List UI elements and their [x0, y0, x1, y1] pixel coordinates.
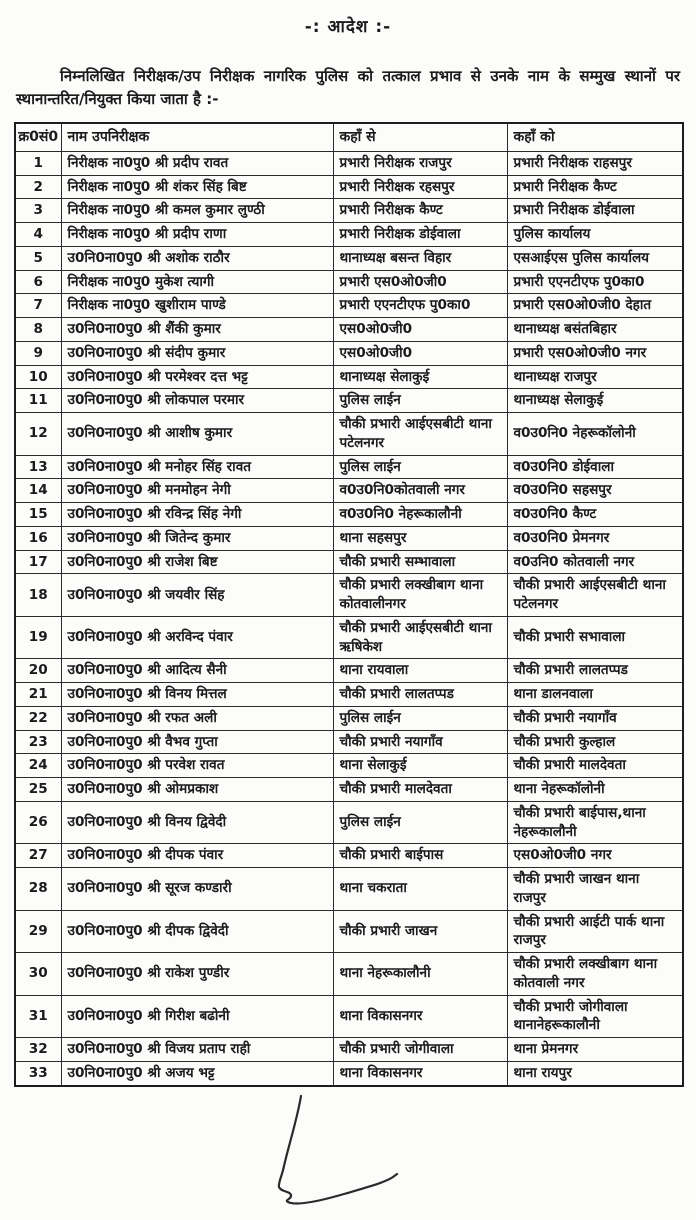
table-row [15, 778, 683, 802]
cell-to: थानाध्यक्ष सेलाकुई [507, 389, 683, 413]
cell-serial-number: 32 [15, 1038, 61, 1062]
cell-name: उ0नि0ना0पु0 श्री विनय मित्तल [61, 683, 333, 707]
cell-to: चौकी प्रभारी मालदेवता [507, 754, 683, 778]
cell-name: उ0नि0ना0पु0 श्री विजय प्रताप राही [61, 1038, 333, 1062]
cell-to: एसआईएस पुलिस कार्यालय [507, 246, 683, 270]
cell-from: थाना सेलाकुई [333, 754, 507, 778]
cell-name: निरीक्षक ना0पु0 श्री कमल कुमार लुण्ठी [61, 199, 333, 223]
table-row [15, 503, 683, 527]
cell-serial-number: 29 [15, 910, 61, 953]
cell-name: निरीक्षक ना0पु0 मुकेश त्यागी [61, 270, 333, 294]
table-row [15, 526, 683, 550]
cell-from: चौकी प्रभारी आईएसबीटी थाना पटेलनगर [333, 413, 507, 456]
table-row [15, 574, 683, 617]
cell-serial-number: 11 [15, 389, 61, 413]
cell-name: निरीक्षक ना0पु0 श्री प्रदीप रावत [61, 151, 333, 175]
cell-name: उ0नि0ना0पु0 श्री दीपक पंवार [61, 844, 333, 868]
cell-from: व0उ0नि0 नेहरूकालौनी [333, 503, 507, 527]
cell-from: पुलिस लाईन [333, 706, 507, 730]
cell-from: थाना नेहरूकालौनी [333, 953, 507, 996]
cell-name: उ0नि0ना0पु0 श्री मनोहर सिंह रावत [61, 455, 333, 479]
cell-to: प्रभारी निरीक्षक कैण्ट [507, 175, 683, 199]
table-row [15, 706, 683, 730]
cell-serial-number: 9 [15, 341, 61, 365]
cell-from: थाना सहसपुर [333, 526, 507, 550]
cell-to: चौकी प्रभारी आईएसबीटी थाना पटेलनगर [507, 574, 683, 617]
cell-from: प्रभारी निरीक्षक डोईवाला [333, 223, 507, 247]
table-row [15, 341, 683, 365]
cell-to: चौकी प्रभारी आईटी पार्क थाना राजपुर [507, 910, 683, 953]
cell-from: थानाध्यक्ष सेलाकुई [333, 365, 507, 389]
cell-to: थानाध्यक्ष बसंतबिहार [507, 318, 683, 342]
cell-to: चौकी प्रभारी सभावाला [507, 616, 683, 659]
table-row [15, 616, 683, 659]
cell-serial-number: 27 [15, 844, 61, 868]
cell-name: निरीक्षक ना0पु0 श्री प्रदीप राणा [61, 223, 333, 247]
cell-from: चौकी प्रभारी लक्खीबाग थाना कोतवालीनगर [333, 574, 507, 617]
cell-serial-number: 23 [15, 730, 61, 754]
cell-name: उ0नि0ना0पु0 श्री वैभव गुप्ता [61, 730, 333, 754]
table-row [15, 1038, 683, 1062]
cell-to: प्रभारी निरीक्षक डोईवाला [507, 199, 683, 223]
table-row [15, 953, 683, 996]
cell-to: व0उ0नि0 सहसपुर [507, 479, 683, 503]
cell-from: थाना विकासनगर [333, 1061, 507, 1085]
cell-serial-number: 10 [15, 365, 61, 389]
cell-name: उ0नि0ना0पु0 श्री जयवीर सिंह [61, 574, 333, 617]
cell-serial-number: 19 [15, 616, 61, 659]
cell-from: चौकी प्रभारी मालदेवता [333, 778, 507, 802]
table-row [15, 413, 683, 456]
cell-from: चौकी प्रभारी जोगीवाला [333, 1038, 507, 1062]
cell-name: उ0नि0ना0पु0 श्री परमेश्वर दत्त भट्ट [61, 365, 333, 389]
cell-to: चौकी प्रभारी लक्खीबाग थाना कोतवाली नगर [507, 953, 683, 996]
cell-from: पुलिस लाईन [333, 389, 507, 413]
table-row [15, 175, 683, 199]
table-row [15, 683, 683, 707]
cell-from: व0उ0नि0कोतवाली नगर [333, 479, 507, 503]
cell-to: थानाध्यक्ष राजपुर [507, 365, 683, 389]
cell-name: उ0नि0ना0पु0 श्री ओमप्रकाश [61, 778, 333, 802]
signature-scribble [238, 1092, 418, 1217]
cell-serial-number: 18 [15, 574, 61, 617]
table-row [15, 479, 683, 503]
cell-from: पुलिस लाईन [333, 455, 507, 479]
header-from: कहाँ से [333, 123, 507, 152]
cell-name: उ0नि0ना0पु0 श्री आशीष कुमार [61, 413, 333, 456]
cell-name: उ0नि0ना0पु0 श्री परवेश रावत [61, 754, 333, 778]
page-title: -: आदेश :- [304, 17, 392, 37]
cell-to: व0उनि0 कोतवाली नगर [507, 550, 683, 574]
cell-name: उ0नि0ना0पु0 श्री अशोक राठौर [61, 246, 333, 270]
table-row [15, 754, 683, 778]
cell-to: थाना प्रेमनगर [507, 1038, 683, 1062]
table-row [15, 246, 683, 270]
cell-name: उ0नि0ना0पु0 श्री अजय भट्ट [61, 1061, 333, 1085]
transfer-table-body [15, 151, 683, 1085]
cell-serial-number: 4 [15, 223, 61, 247]
cell-name: उ0नि0ना0पु0 श्री राकेश पुण्डीर [61, 953, 333, 996]
cell-name: उ0नि0ना0पु0 श्री विनय द्विवेदी [61, 801, 333, 844]
cell-to: व0उ0नि0 कैण्ट [507, 503, 683, 527]
cell-from: चौकी प्रभारी सम्भावाला [333, 550, 507, 574]
cell-name: उ0नि0ना0पु0 श्री संदीप कुमार [61, 341, 333, 365]
cell-serial-number: 26 [15, 801, 61, 844]
cell-from: चौकी प्रभारी लालतप्पड [333, 683, 507, 707]
cell-serial-number: 22 [15, 706, 61, 730]
cell-from: चौकी प्रभारी आईएसबीटी थाना ऋषिकेश [333, 616, 507, 659]
cell-from: चौकी प्रभारी जाखन [333, 910, 507, 953]
transfer-table [14, 122, 684, 1087]
table-row [15, 318, 683, 342]
cell-to: पुलिस कार्यालय [507, 223, 683, 247]
table-row [15, 910, 683, 953]
cell-to: चौकी प्रभारी बाईपास,थाना नेहरूकालौनी [507, 801, 683, 844]
cell-serial-number: 17 [15, 550, 61, 574]
table-row [15, 223, 683, 247]
cell-to: चौकी प्रभारी जोगीवाला थानानेहरूकालौनी [507, 995, 683, 1038]
cell-to: चौकी प्रभारी कुल्हाल [507, 730, 683, 754]
cell-to: एस0ओ0जी0 नगर [507, 844, 683, 868]
cell-name: उ0नि0ना0पु0 श्री अरविन्द पंवार [61, 616, 333, 659]
cell-name: उ0नि0ना0पु0 श्री सूरज कण्डारी [61, 868, 333, 911]
table-row [15, 270, 683, 294]
cell-serial-number: 1 [15, 151, 61, 175]
cell-serial-number: 12 [15, 413, 61, 456]
cell-name: उ0नि0ना0पु0 श्री रफत अली [61, 706, 333, 730]
table-row [15, 550, 683, 574]
cell-name: उ0नि0ना0पु0 श्री आदित्य सैनी [61, 659, 333, 683]
cell-from: एस0ओ0जी0 [333, 341, 507, 365]
table-header-row [15, 123, 683, 152]
cell-to: प्रभारी एस0ओ0जी0 नगर [507, 341, 683, 365]
cell-from: चौकी प्रभारी बाईपास [333, 844, 507, 868]
intro-paragraph: निम्नलिखित निरीक्षक/उप निरीक्षक नागरिक पुलिस को तत्काल प्रभाव से उनके नाम के सम्मुख स्थानों पर स्थानान्तरित/नियुक्त किया जाता है :- [16, 67, 680, 109]
cell-serial-number: 7 [15, 294, 61, 318]
header-name: नाम उपनिरीक्षक [61, 123, 333, 152]
cell-from: प्रभारी निरीक्षक रहसपुर [333, 175, 507, 199]
cell-name: उ0नि0ना0पु0 श्री दीपक द्विवेदी [61, 910, 333, 953]
table-row [15, 995, 683, 1038]
cell-to: प्रभारी एस0ओ0जी0 देहात [507, 294, 683, 318]
cell-from: प्रभारी एस0ओ0जी0 [333, 270, 507, 294]
table-row [15, 659, 683, 683]
table-row [15, 844, 683, 868]
cell-serial-number: 8 [15, 318, 61, 342]
table-row [15, 389, 683, 413]
cell-serial-number: 33 [15, 1061, 61, 1085]
cell-name: उ0नि0ना0पु0 श्री जितेन्द कुमार [61, 526, 333, 550]
table-row [15, 455, 683, 479]
table-row [15, 365, 683, 389]
header-to: कहाँ को [507, 123, 683, 152]
cell-serial-number: 20 [15, 659, 61, 683]
cell-name: निरीक्षक ना0पु0 श्री शंकर सिंह बिष्ट [61, 175, 333, 199]
cell-to: थाना डालनवाला [507, 683, 683, 707]
cell-from: थाना चकराता [333, 868, 507, 911]
cell-serial-number: 6 [15, 270, 61, 294]
cell-serial-number: 21 [15, 683, 61, 707]
cell-to: थाना नेहरूकॉलोनी [507, 778, 683, 802]
table-row [15, 294, 683, 318]
cell-serial-number: 30 [15, 953, 61, 996]
table-row [15, 151, 683, 175]
cell-to: प्रभारी निरीक्षक राहसपुर [507, 151, 683, 175]
cell-from: थाना विकासनगर [333, 995, 507, 1038]
table-row [15, 801, 683, 844]
cell-to: व0उ0नि0 प्रेमनगर [507, 526, 683, 550]
cell-serial-number: 15 [15, 503, 61, 527]
header-serial-number: क्र0सं0 [15, 123, 61, 152]
cell-serial-number: 5 [15, 246, 61, 270]
cell-to: चौकी प्रभारी नयागाँव [507, 706, 683, 730]
cell-serial-number: 14 [15, 479, 61, 503]
cell-name: उ0नि0ना0पु0 श्री राजेश बिष्ट [61, 550, 333, 574]
cell-name: उ0नि0ना0पु0 श्री गिरीश बढोनी [61, 995, 333, 1038]
cell-serial-number: 13 [15, 455, 61, 479]
cell-name: उ0नि0ना0पु0 श्री शैंकी कुमार [61, 318, 333, 342]
cell-from: चौकी प्रभारी नयागाँव [333, 730, 507, 754]
cell-to: थाना रायपुर [507, 1061, 683, 1085]
table-row [15, 199, 683, 223]
cell-serial-number: 28 [15, 868, 61, 911]
cell-serial-number: 2 [15, 175, 61, 199]
cell-from: थानाध्यक्ष बसन्त विहार [333, 246, 507, 270]
cell-name: उ0नि0ना0पु0 श्री रविन्द्र सिंह नेगी [61, 503, 333, 527]
cell-from: प्रभारी निरीक्षक राजपुर [333, 151, 507, 175]
cell-serial-number: 31 [15, 995, 61, 1038]
table-row [15, 868, 683, 911]
cell-serial-number: 16 [15, 526, 61, 550]
cell-from: प्रभारी निरीक्षक कैण्ट [333, 199, 507, 223]
cell-to: चौकी प्रभारी जाखन थाना राजपुर [507, 868, 683, 911]
cell-to: व0उ0नि0 डोईवाला [507, 455, 683, 479]
cell-serial-number: 25 [15, 778, 61, 802]
cell-from: पुलिस लाईन [333, 801, 507, 844]
cell-to: चौकी प्रभारी लालतप्पड [507, 659, 683, 683]
cell-from: थाना रायवाला [333, 659, 507, 683]
cell-name: निरीक्षक ना0पु0 खुशीराम पाण्डे [61, 294, 333, 318]
cell-from: एस0ओ0जी0 [333, 318, 507, 342]
cell-serial-number: 24 [15, 754, 61, 778]
table-row [15, 1061, 683, 1085]
cell-serial-number: 3 [15, 199, 61, 223]
cell-name: उ0नि0ना0पु0 श्री लोकपाल परमार [61, 389, 333, 413]
cell-name: उ0नि0ना0पु0 श्री मनमोहन नेगी [61, 479, 333, 503]
table-row [15, 730, 683, 754]
cell-from: प्रभारी एएनटीएफ पु0का0 [333, 294, 507, 318]
cell-to: व0उ0नि0 नेहरूकॉलोनी [507, 413, 683, 456]
cell-to: प्रभारी एएनटीएफ पु0का0 [507, 270, 683, 294]
